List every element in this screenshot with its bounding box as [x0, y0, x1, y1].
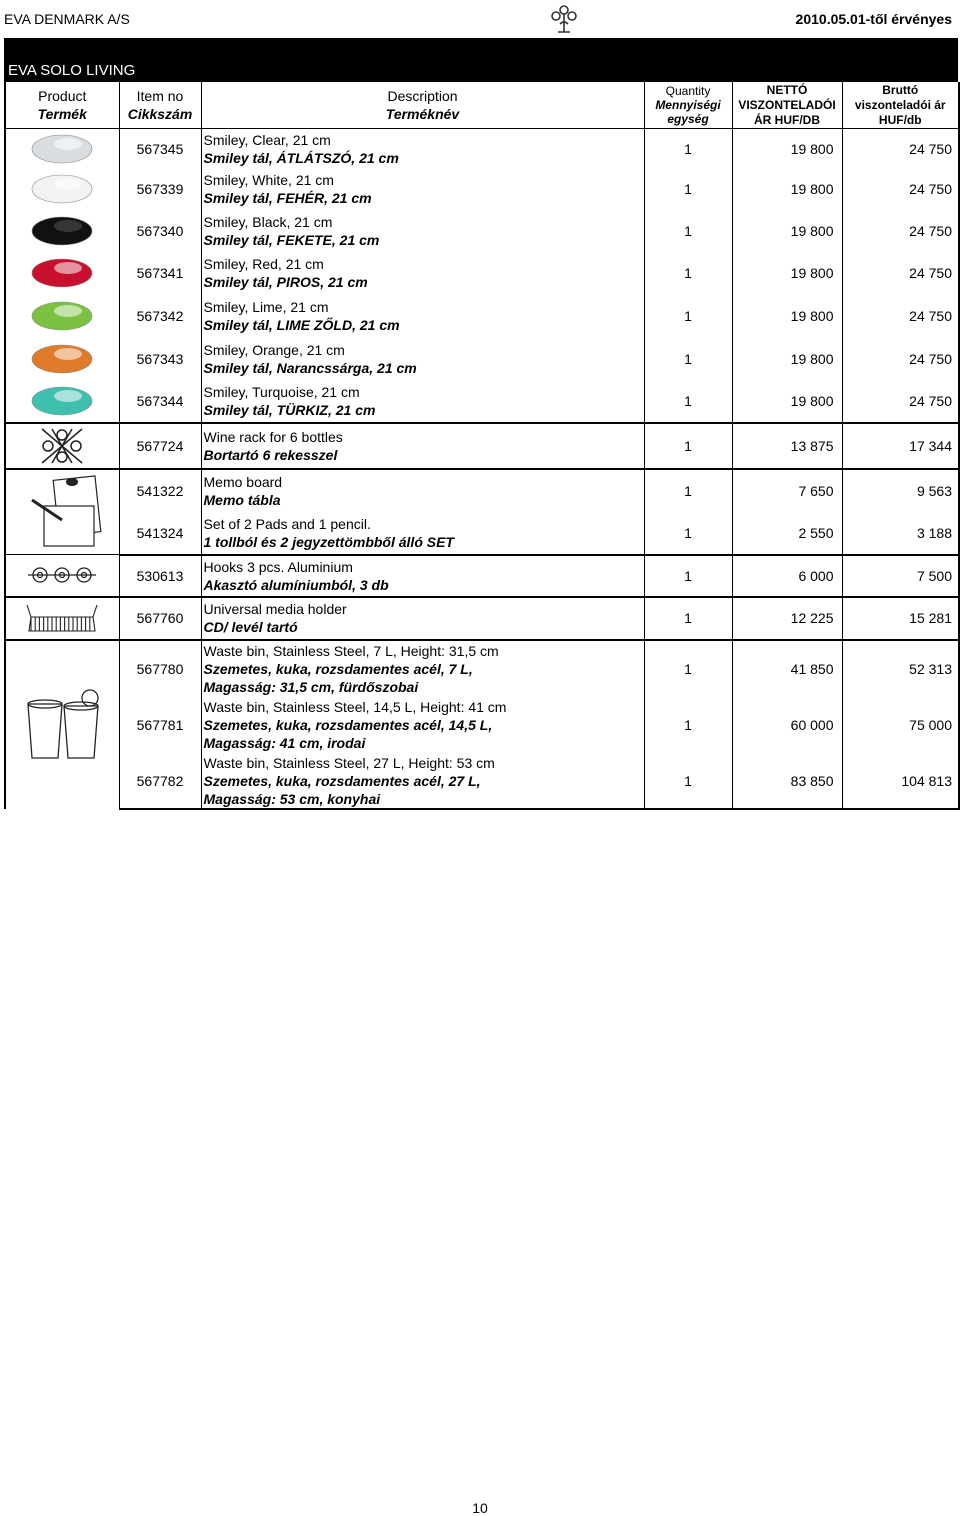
product-image	[5, 555, 119, 597]
waste-bin-icon	[20, 688, 104, 762]
description-hu: 1 tollból és 2 jegyzettömbből álló SET	[203, 534, 454, 550]
quantity: 1	[644, 129, 732, 169]
col-net-price	[732, 82, 842, 129]
table-row	[5, 210, 959, 252]
col-item-no	[119, 82, 201, 129]
product-image	[5, 169, 119, 210]
table-row	[5, 754, 959, 809]
section-title: EVA SOLO LIVING	[8, 62, 136, 79]
table-row	[5, 295, 959, 338]
description-hu: Smiley tál, Narancssárga, 21 cm	[203, 359, 417, 376]
product-description	[201, 338, 644, 380]
table-row	[5, 640, 959, 697]
description-en: Smiley, Turquoise, 21 cm	[203, 383, 360, 400]
gross-price: 9 563	[842, 469, 959, 513]
product-image	[5, 380, 119, 423]
description-en: Smiley, Black, 21 cm	[203, 213, 333, 230]
product-description	[201, 252, 644, 295]
item-number: 567724	[119, 423, 201, 469]
quantity: 1	[644, 423, 732, 469]
col-item-no-label-hu: Cikkszám	[127, 106, 193, 122]
col-gross-label-2: viszonteladói ár	[854, 97, 946, 112]
net-price: 19 800	[732, 295, 842, 338]
quantity: 1	[644, 338, 732, 380]
description-en: Universal media holder	[203, 601, 347, 617]
table-row	[5, 169, 959, 210]
item-number: 567345	[119, 129, 201, 169]
logo-icon	[540, 2, 588, 38]
col-description-label-hu: Terméknév	[385, 106, 460, 122]
net-price: 19 800	[732, 338, 842, 380]
col-net-label-3: ÁR HUF/DB	[754, 112, 820, 127]
item-number: 567343	[136, 350, 184, 367]
net-price: 13 875	[732, 423, 842, 469]
col-quantity-label-hu-2: egység	[667, 112, 709, 126]
item-number: 567342	[136, 308, 184, 324]
col-gross-price	[842, 82, 959, 129]
gross-price: 24 750	[842, 252, 959, 295]
col-item-no-label: Item no	[136, 88, 184, 104]
col-description-label: Description	[387, 88, 458, 104]
item-number: 530613	[119, 555, 201, 597]
table-row	[5, 338, 959, 380]
description-hu: Smiley tál, ÁTLÁTSZÓ, 21 cm	[203, 149, 399, 166]
col-net-label-2: VISZONTELADÓI	[738, 97, 836, 112]
net-price: 19 800	[732, 210, 842, 252]
quantity: 1	[644, 252, 732, 295]
product-description	[201, 555, 644, 597]
gross-price: 3 188	[842, 513, 959, 555]
description-hu: Memo tábla	[203, 492, 281, 508]
memo-board-icon	[22, 472, 102, 552]
description-en: Memo board	[203, 474, 283, 490]
quantity: 1	[644, 754, 732, 809]
col-quantity-label-hu: Mennyiségi	[655, 98, 721, 112]
quantity: 1	[644, 210, 732, 252]
description-hu: Szemetes, kuka, rozsdamentes acél, 7 L,	[203, 660, 473, 677]
col-product-label: Product	[38, 88, 87, 104]
description-en: Set of 2 Pads and 1 pencil.	[203, 516, 371, 532]
description-en: Smiley, White, 21 cm	[203, 172, 334, 188]
product-image	[5, 338, 119, 380]
gross-price: 17 344	[842, 423, 959, 469]
net-price: 19 800	[732, 169, 842, 210]
product-description	[201, 469, 644, 513]
net-price: 19 800	[732, 252, 842, 295]
product-image	[5, 597, 119, 640]
net-price: 7 650	[732, 469, 842, 513]
product-description	[201, 423, 644, 469]
bowl-lime-icon	[24, 299, 100, 333]
quantity: 1	[644, 513, 732, 555]
wine-rack-icon	[24, 425, 100, 467]
quantity: 1	[644, 697, 732, 754]
description-hu-2: Magasság: 53 cm, konyhai	[203, 790, 381, 807]
net-price: 6 000	[732, 555, 842, 597]
bowl-orange-icon	[24, 342, 100, 376]
col-description	[201, 82, 644, 129]
description-en: Waste bin, Stainless Steel, 7 L, Height: 31,5 cm	[203, 642, 499, 659]
net-price: 19 800	[732, 380, 842, 423]
net-price: 12 225	[732, 597, 842, 640]
description-hu: CD/ levél tartó	[203, 619, 298, 635]
description-hu: Smiley tál, PIROS, 21 cm	[203, 274, 368, 290]
product-image	[5, 640, 119, 809]
description-en: Hooks 3 pcs. Aluminium	[203, 558, 353, 575]
item-number: 567780	[119, 640, 201, 697]
net-price: 2 550	[732, 513, 842, 555]
item-number: 567344	[119, 380, 201, 423]
table-row	[5, 697, 959, 754]
description-hu: Smiley tál, LIME ZŐLD, 21 cm	[203, 317, 400, 333]
company-name: EVA DENMARK A/S	[4, 11, 130, 27]
item-number: 541324	[119, 513, 201, 555]
description-hu: Akasztó alumíniumból, 3 db	[203, 576, 389, 593]
col-product	[5, 82, 119, 129]
description-hu: Szemetes, kuka, rozsdamentes acél, 27 L,	[203, 772, 481, 789]
item-number: 567339	[136, 181, 184, 197]
section-bar	[4, 38, 958, 82]
description-hu-2: Magasság: 41 cm, irodai	[203, 735, 366, 751]
product-image	[5, 252, 119, 295]
product-description	[201, 169, 644, 210]
product-image	[5, 210, 119, 252]
quantity: 1	[644, 469, 732, 513]
table-row	[5, 597, 959, 640]
description-hu-2: Magasság: 31,5 cm, fürdőszobai	[203, 678, 419, 695]
description-hu: Bortartó 6 rekesszel	[203, 446, 338, 463]
validity-date: 2010.05.01-től érvényes	[795, 11, 952, 27]
quantity: 1	[644, 597, 732, 640]
description-hu: Smiley tál, TÜRKIZ, 21 cm	[203, 401, 376, 418]
product-description	[201, 295, 644, 338]
table-row	[5, 380, 959, 423]
media-holder-icon	[23, 601, 101, 635]
net-price: 41 850	[732, 640, 842, 697]
gross-price: 24 750	[842, 210, 959, 252]
item-number: 567782	[119, 754, 201, 809]
gross-price: 24 750	[842, 169, 959, 210]
col-quantity-label: Quantity	[665, 84, 711, 98]
gross-price: 24 750	[842, 295, 959, 338]
col-gross-label-1: Bruttó	[882, 82, 919, 97]
description-en: Smiley, Orange, 21 cm	[203, 341, 345, 358]
table-row	[5, 252, 959, 295]
table-row	[5, 423, 959, 469]
description-hu: Smiley tál, FEHÉR, 21 cm	[203, 190, 372, 206]
gross-price: 75 000	[842, 697, 959, 754]
description-en: Smiley, Red, 21 cm	[203, 256, 324, 272]
quantity: 1	[644, 295, 732, 338]
table-row	[5, 555, 959, 597]
table-row	[5, 469, 959, 513]
gross-price: 24 750	[842, 380, 959, 423]
description-hu: Szemetes, kuka, rozsdamentes acél, 14,5 L,	[203, 717, 493, 733]
description-en: Smiley, Lime, 21 cm	[203, 299, 329, 315]
quantity: 1	[644, 555, 732, 597]
bowl-clear-icon	[24, 132, 100, 166]
hooks-icon	[24, 561, 100, 589]
product-image	[5, 469, 119, 555]
col-gross-label-3: HUF/db	[878, 112, 922, 127]
description-en: Waste bin, Stainless Steel, 27 L, Height: 53 cm	[203, 754, 495, 771]
product-description	[201, 597, 644, 640]
product-description	[201, 513, 644, 555]
description-hu: Smiley tál, FEKETE, 21 cm	[203, 231, 380, 248]
quantity: 1	[644, 380, 732, 423]
product-image	[5, 129, 119, 169]
product-description	[201, 380, 644, 423]
bowl-black-icon	[24, 214, 100, 248]
gross-price: 104 813	[842, 754, 959, 809]
gross-price: 7 500	[842, 555, 959, 597]
quantity: 1	[644, 640, 732, 697]
gross-price: 52 313	[842, 640, 959, 697]
item-number: 567340	[136, 222, 184, 239]
description-en: Waste bin, Stainless Steel, 14,5 L, Height: 41 cm	[203, 699, 507, 715]
table-header	[5, 82, 959, 129]
description-en: Wine rack for 6 bottles	[203, 428, 343, 445]
table-row	[5, 129, 959, 169]
product-image	[5, 423, 119, 469]
gross-price: 24 750	[842, 338, 959, 380]
product-description	[201, 640, 644, 697]
net-price: 19 800	[732, 129, 842, 169]
bowl-white-icon	[24, 172, 100, 206]
net-price: 60 000	[732, 697, 842, 754]
price-list-table	[4, 82, 960, 810]
col-product-label-hu: Termék	[37, 106, 87, 122]
gross-price: 15 281	[842, 597, 959, 640]
net-price: 83 850	[732, 754, 842, 809]
quantity: 1	[644, 169, 732, 210]
col-net-label-1: NETTÓ	[766, 82, 808, 97]
item-number: 567781	[136, 717, 184, 733]
product-description	[201, 129, 644, 169]
item-number: 567341	[136, 265, 184, 281]
gross-price: 24 750	[842, 129, 959, 169]
product-description	[201, 210, 644, 252]
description-en: Smiley, Clear, 21 cm	[203, 131, 331, 148]
product-description	[201, 754, 644, 809]
bowl-red-icon	[24, 256, 100, 290]
bowl-turquoise-icon	[24, 384, 100, 418]
table-row	[5, 513, 959, 555]
product-image	[5, 295, 119, 338]
item-number: 567760	[119, 597, 201, 640]
product-description	[201, 697, 644, 754]
col-quantity	[644, 82, 732, 129]
page-number: 10	[472, 1500, 488, 1516]
item-number: 541322	[119, 469, 201, 513]
